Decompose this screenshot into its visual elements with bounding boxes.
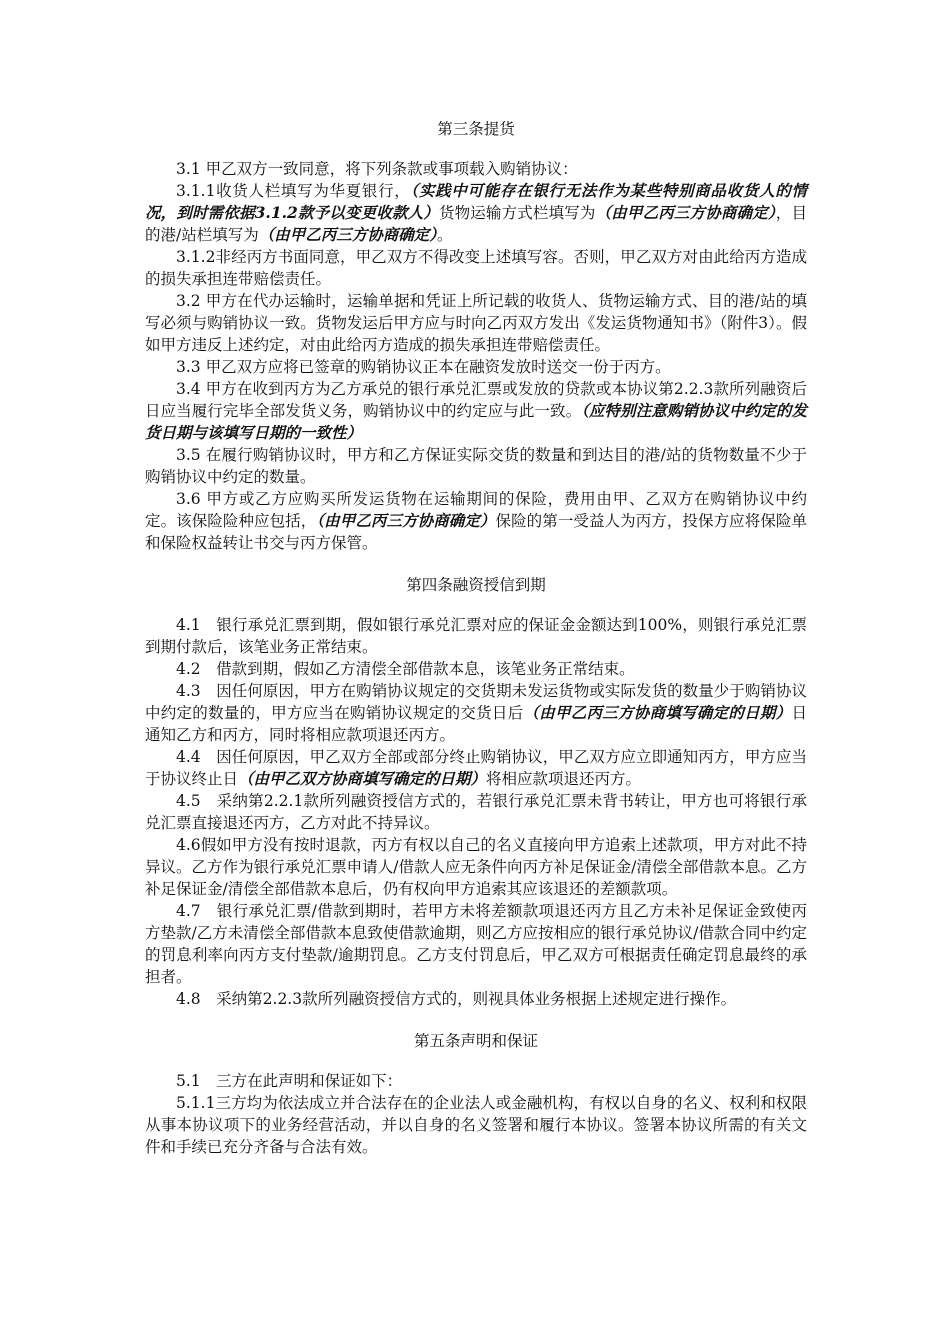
paragraph [145, 290, 807, 356]
paragraph [145, 658, 807, 680]
section-body [145, 158, 807, 554]
paragraph [145, 614, 807, 658]
paragraph [145, 746, 807, 790]
emphasized-note: （由甲乙丙三方协商填写确定的日期） [523, 703, 792, 722]
paragraph-text: 3.6 甲方或乙方应购买所发运货物在运输期间的保险，费用由甲、乙双方在购销协议中约定。该保险险种应包括， [145, 490, 807, 530]
paragraph-text: 4.8 采纳第2.2.3款所列融资授信方式的，则视具体业务根据上述规定进行操作。 [176, 990, 737, 1008]
paragraph-text: 4.1 银行承兑汇票到期，假如银行承兑汇票对应的保证金金额达到100%，则银行承兑汇票到期付款后，该笔业务正常结束。 [145, 616, 807, 656]
emphasized-note: （由甲乙丙三方协商确定） [595, 203, 776, 222]
emphasized-note: （由甲乙双方协商填写确定的日期） [238, 769, 487, 788]
paragraph [145, 180, 807, 246]
paragraph-text: 日通知乙方和丙方，同时将相应款项退还丙方。 [145, 704, 807, 744]
paragraph-text: 3.3 甲乙双方应将已签章的购销协议正本在融资发放时送交一份于丙方。 [176, 358, 671, 376]
paragraph-text: 保险的第一受益人为丙方，投保方应将保险单和保险权益转让书交与丙方保管。 [145, 512, 807, 552]
paragraph-text: ，目的港/站栏填写为 [145, 204, 807, 244]
paragraph-text: 3.1.2非经丙方书面同意，甲乙双方不得改变上述填写容。否则，甲乙双方对由此给丙方造成的损失承担连带赔偿责任。 [145, 248, 807, 288]
paragraph-text: 将相应款项退还丙方。 [486, 770, 642, 788]
paragraph-text: 5.1.1三方均为依法成立并合法存在的企业法人或金融机构，有权以自身的名义、权利和权限从事本协议项下的业务经营活动，并以自身的名义签署和履行本协议。签署本协议所需的有关文件和手续已充分齐备与合法有效。 [145, 1094, 807, 1156]
paragraph [145, 1070, 807, 1092]
paragraph-text: 4.7 银行承兑汇票/借款到期时，若甲方未将差额款项退还丙方且乙方未补足保证金致使丙方垫款/乙方未清偿全部借款本息致使借款逾期，则乙方应按相应的银行承兑协议/借款合同中约定的罚息利率向丙方支付垫款/逾期罚息。乙方支付罚息后，甲乙双方可根据责任确定罚息最终的承担者。 [145, 902, 807, 986]
paragraph [145, 356, 807, 378]
paragraph-text: 4.2 借款到期，假如乙方清偿全部借款本息，该笔业务正常结束。 [176, 660, 635, 678]
paragraph-text: 3.2 甲方在代办运输时，运输单据和凭证上所记载的收货人、货物运输方式、目的港/站的填写必须与购销协议一致。货物发运后甲方应与时向乙丙双方发出《发运货物通知书》（附件3）。假如甲方违反上述约定，对由此给丙方造成的损失承担连带赔偿责任。 [145, 292, 807, 354]
section-body [145, 1070, 807, 1158]
paragraph-text: 4.6假如甲方没有按时退款，丙方有权以自己的名义直接向甲方追索上述款项，甲方对此不持异议。乙方作为银行承兑汇票申请人/借款人应无条件向丙方补足保证金/清偿全部借款本息。乙方补足保证金/清偿全部借款本息后，仍有权向甲方追索其应该退还的差额款项。 [145, 836, 807, 898]
paragraph [145, 378, 807, 444]
paragraph [145, 790, 807, 834]
paragraph-text: 货物运输方式栏填写为 [438, 204, 596, 222]
paragraph [145, 988, 807, 1010]
paragraph-text: 3.4 甲方在收到丙方为乙方承兑的银行承兑汇票或发放的贷款或本协议第2.2.3款所列融资后日应当履行完毕全部发货义务，购销协议中的约定应与此一致。 [145, 380, 807, 420]
paragraph [145, 1092, 807, 1158]
paragraph [145, 158, 807, 180]
emphasized-note: （由甲乙丙三方协商确定） [258, 225, 437, 244]
emphasized-note: （应特别注意购销协议中约定的发货日期与该填写日期的一致性） [145, 401, 807, 442]
paragraph-text: 3.5 在履行购销协议时，甲方和乙方保证实际交货的数量和到达目的港/站的货物数量不少于购销协议中约定的数量。 [145, 446, 807, 486]
section-title: 第四条融资授信到期 [406, 576, 546, 594]
paragraph-text: 4.5 采纳第2.2.1款所列融资授信方式的，若银行承兑汇票未背书转让，甲方也可将银行承兑汇票直接退还丙方，乙方对此不持异议。 [145, 792, 807, 832]
paragraph [145, 444, 807, 488]
section-title: 第三条提货 [437, 120, 515, 138]
paragraph [145, 680, 807, 746]
section-title: 第五条声明和保证 [413, 1032, 538, 1050]
paragraph-text: 3.1.1收货人栏填写为华夏银行， [176, 182, 411, 200]
paragraph [145, 488, 807, 554]
paragraph-text: 5.1 三方在此声明和保证如下： [176, 1072, 403, 1090]
document-body [145, 118, 807, 1158]
emphasized-note: （由甲乙丙三方协商确定） [316, 511, 496, 530]
emphasized-note: （实践中可能存在银行无法作为某些特别商品收货人的情况，到时需依据3.1.2款予以变更收款人） [145, 181, 807, 222]
paragraph [145, 246, 807, 290]
paragraph-text: 。 [437, 226, 453, 244]
paragraph-text: 3.1 甲乙双方一致同意，将下列条款或事项载入购销协议： [176, 160, 578, 178]
paragraph [145, 834, 807, 900]
paragraph-text: 4.3 因任何原因，甲方在购销协议规定的交货期未发运货物或实际发货的数量少于购销协议中约定的数量的，甲方应当在购销协议规定的交货日后 [145, 682, 807, 722]
section-body [145, 614, 807, 1010]
paragraph-text: 4.4 因任何原因，甲乙双方全部或部分终止购销协议，甲乙双方应立即通知丙方，甲方应当于协议终止日 [145, 748, 807, 788]
paragraph [145, 900, 807, 988]
